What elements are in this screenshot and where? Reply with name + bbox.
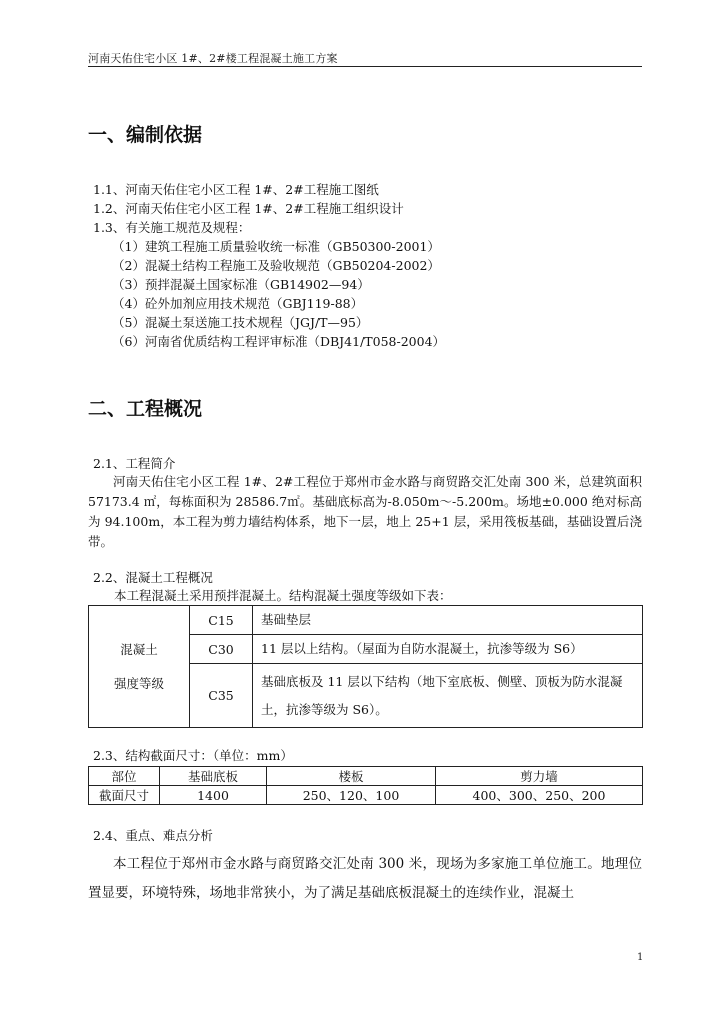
s22-intro: 本工程混凝土采用预拌混凝土。结构混凝土强度等级如下表： <box>114 588 452 603</box>
grade-desc-cell: 基础垫层 <box>253 606 643 635</box>
section-value-cell: 400、300、250、200 <box>436 786 643 805</box>
s23-title: 2.3、结构截面尺寸：（单位：mm） <box>93 748 293 763</box>
section1-item-1: 1.1、河南天佑住宅小区工程 1#、2#工程施工图纸 <box>93 182 379 197</box>
grade-table-label-line-2: 强度等级 <box>113 675 164 691</box>
s21-body: 河南天佑住宅小区工程 1#、2#工程位于郑州市金水路与商贸路交汇处南 300 米，总建筑面积 57173.4 ㎡，每栋面积为 28586.7㎡。基础底标高为-8.050m～-5.200m。场地±0.000 绝对标高为 94.100m，本工程为剪力墙结构体系，地下一层，地上 25+1 层，采用筏板基础，基础设置后浇带。 <box>88 474 642 549</box>
grade-table-label <box>89 606 190 728</box>
section-value-cell: 250、120、100 <box>267 786 436 805</box>
section-header-cell: 剪力墙 <box>436 767 643 786</box>
section-value-cell: 截面尺寸 <box>89 786 160 805</box>
section-header-cell: 基础底板 <box>160 767 267 786</box>
s21-title: 2.1、工程简介 <box>93 456 176 471</box>
standard-item-2: （2）混凝土结构工程施工及验收规范（GB50204-2002） <box>112 258 440 273</box>
section-size-table <box>88 766 643 805</box>
standard-item-6: （6）河南省优质结构工程评审标准（DBJ41/T058-2004） <box>112 334 446 349</box>
s24-body: 本工程位于郑州市金水路与商贸路交汇处南 300 米，现场为多家施工单位施工。地理位置显要，环境特殊，场地非常狭小，为了满足基础底板混凝土的连续作业，混凝土 <box>88 856 642 901</box>
grade-cell: C35 <box>190 664 253 728</box>
s22-title: 2.2、混凝土工程概况 <box>93 570 213 585</box>
section1-heading: 一、编制依据 <box>88 124 203 146</box>
grade-cell: C30 <box>190 635 253 664</box>
grade-desc-cell: 基础底板及 11 层以下结构（地下室底板、侧壁、顶板为防水混凝土，抗渗等级为 S6）。 <box>253 664 643 728</box>
s24-title: 2.4、重点、难点分析 <box>93 828 213 843</box>
section1-item-3: 1.3、有关施工规范及规程： <box>93 220 251 235</box>
concrete-grade-table <box>88 605 643 728</box>
standard-item-5: （5）混凝土泵送施工技术规程（JGJ/T—95） <box>112 315 369 330</box>
section-header-cell: 部位 <box>89 767 160 786</box>
grade-table-label-line-1: 混凝土 <box>120 641 158 657</box>
page-number: 1 <box>637 952 644 963</box>
header-rule <box>88 66 642 67</box>
page-header-title: 河南天佑住宅小区 1#、2#楼工程混凝土施工方案 <box>88 52 338 65</box>
section2-heading: 二、工程概况 <box>88 398 203 420</box>
grade-desc-cell: 11 层以上结构。（屋面为自防水混凝土，抗渗等级为 S6） <box>253 635 643 664</box>
section-header-cell: 楼板 <box>267 767 436 786</box>
standard-item-3: （3）预拌混凝土国家标准（GB14902—94） <box>112 277 370 292</box>
standard-item-1: （1）建筑工程施工质量验收统一标准（GB50300-2001） <box>112 239 440 254</box>
standard-item-4: （4）砼外加剂应用技术规范（GBJ119-88） <box>112 296 364 311</box>
grade-cell: C15 <box>190 606 253 635</box>
section-value-cell: 1400 <box>160 786 267 805</box>
section1-item-2: 1.2、河南天佑住宅小区工程 1#、2#工程施工组织设计 <box>93 201 404 216</box>
